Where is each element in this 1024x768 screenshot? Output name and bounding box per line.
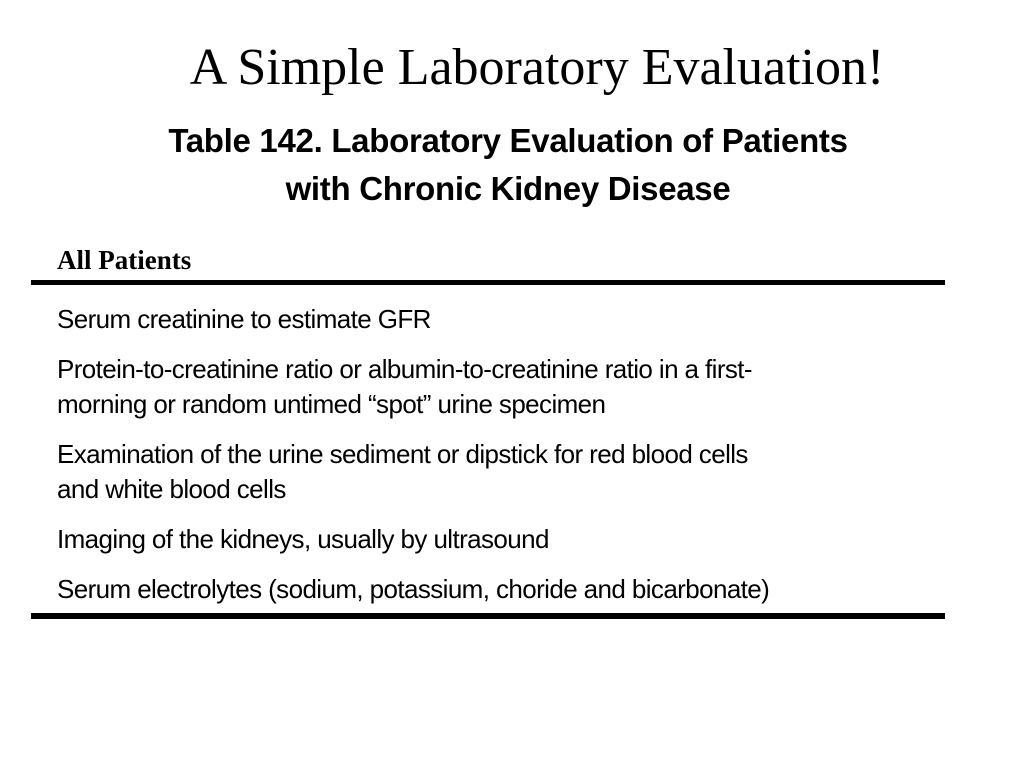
table-caption-line-2: with Chronic Kidney Disease (285, 170, 731, 207)
list-item-text: Serum electrolytes (sodium, potassium, choride and bicarbonate) (57, 574, 770, 604)
list-item (57, 572, 937, 607)
list-item (57, 302, 937, 337)
list-item-text: Protein-to-creatinine ratio or albumin-to-creatinine ratio in a first- (57, 354, 752, 384)
list-item-text: Examination of the urine sediment or dipstick for red blood cells (57, 439, 748, 469)
list-item-text-continued: and white blood cells (57, 474, 286, 504)
section-header-all-patients: All Patients (57, 245, 192, 275)
table-caption-line-1: Table 142. Laboratory Evaluation of Patients (168, 122, 848, 159)
list-item (57, 437, 937, 507)
table-caption (40, 117, 976, 213)
list-item-text: Serum creatinine to estimate GFR (57, 304, 431, 334)
table-bottom-rule (31, 613, 945, 619)
list-item-text: Imaging of the kidneys, usually by ultrasound (57, 524, 549, 554)
evaluation-list (57, 302, 937, 607)
list-item-text-continued: morning or random untimed “spot” urine specimen (57, 389, 606, 419)
table-top-rule (31, 280, 945, 285)
slide-title: A Simple Laboratory Evaluation! (189, 39, 885, 96)
list-item (57, 522, 937, 557)
list-item (57, 352, 937, 422)
